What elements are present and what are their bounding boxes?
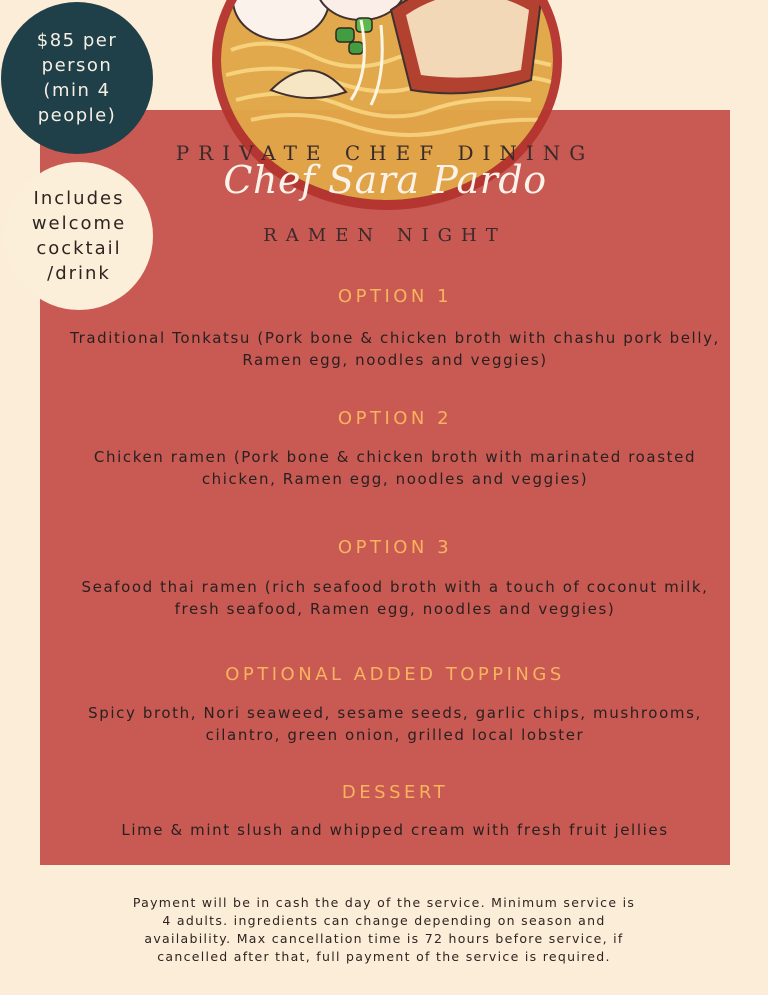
includes-line-4: /drink: [47, 263, 111, 284]
footer-line: availability. Max cancellation time is 72 hours before service, if: [144, 931, 624, 946]
section-title-option-2: OPTION 2: [337, 408, 453, 429]
menu-subtitle: RAMEN NIGHT: [263, 225, 507, 246]
desc-line: cilantro, green onion, grilled local lobster: [205, 726, 585, 744]
price-badge: [1, 2, 153, 154]
section-desc-option-1: [40, 327, 750, 371]
includes-line-1: Includes: [33, 188, 125, 209]
section-title-option-1: OPTION 1: [337, 286, 453, 307]
page-title: PRIVATE CHEF DINING: [175, 141, 595, 165]
footer-line: Payment will be in cash the day of the service. Minimum service is: [132, 895, 636, 910]
section-desc-option-3: [40, 576, 750, 620]
payment-terms: [84, 894, 684, 966]
chef-signature: Chef Sara Pardo: [223, 158, 547, 202]
includes-line-2: welcome: [31, 213, 127, 234]
desc-line: Lime & mint slush and whipped cream with fresh fruit jellies: [121, 821, 669, 839]
desc-line: Ramen egg, noodles and veggies): [242, 351, 548, 369]
desc-line: fresh seafood, Ramen egg, noodles and veggies): [174, 600, 616, 618]
section-title-option-3: OPTION 3: [337, 537, 453, 558]
desc-line: Seafood thai ramen (rich seafood broth with a touch of coconut milk,: [81, 578, 709, 596]
desc-line: Chicken ramen (Pork bone & chicken broth with marinated roasted: [93, 448, 697, 466]
price-line-3: (min 4 people): [37, 80, 117, 126]
section-title-dessert: DESSERT: [341, 782, 449, 803]
price-line-1: $85 per: [36, 30, 118, 51]
section-desc-option-2: [40, 446, 750, 490]
price-line-2: person: [41, 55, 113, 76]
section-desc-dessert: [40, 819, 750, 841]
desc-line: Traditional Tonkatsu (Pork bone & chicken broth with chashu pork belly,: [70, 329, 720, 347]
includes-line-3: cocktail: [36, 238, 122, 259]
desc-line: Spicy broth, Nori seaweed, sesame seeds, garlic chips, mushrooms,: [88, 704, 702, 722]
footer-line: cancelled after that, full payment of the service is required.: [157, 949, 611, 964]
footer-line: 4 adults. ingredients can change depending on season and: [162, 913, 606, 928]
section-title-toppings: OPTIONAL ADDED TOPPINGS: [225, 664, 565, 685]
section-desc-toppings: [40, 702, 750, 746]
desc-line: chicken, Ramen egg, noodles and veggies): [201, 470, 589, 488]
